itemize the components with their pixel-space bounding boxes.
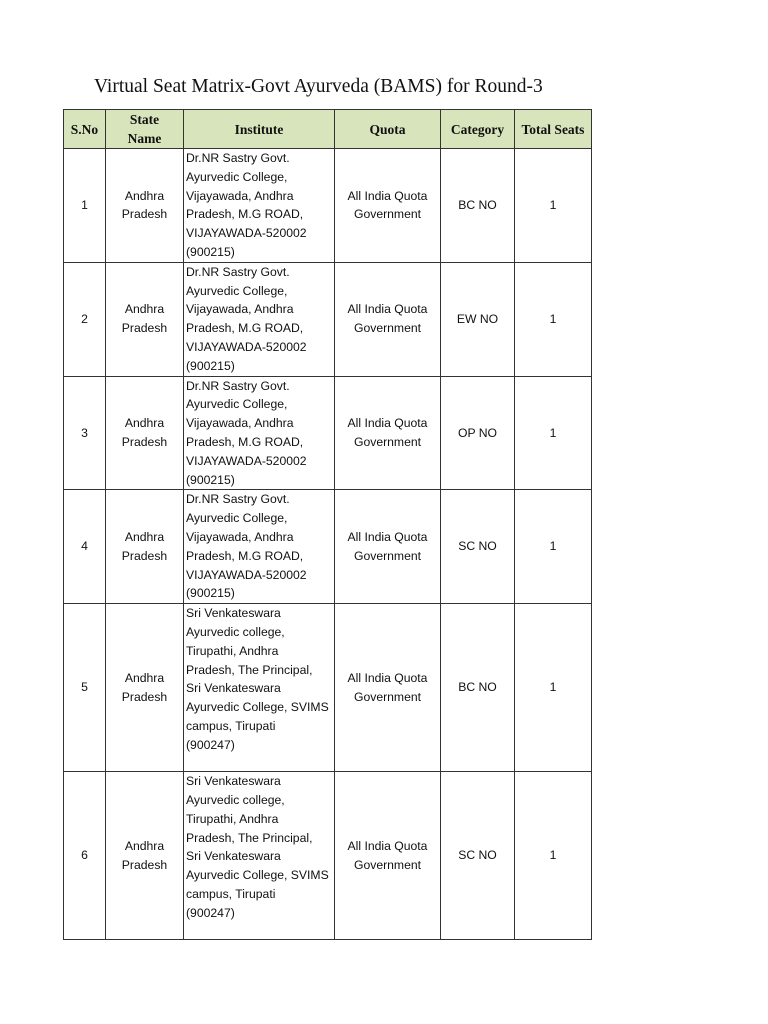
cell-sno: 5 [64,604,106,772]
cell-state: Andhra Pradesh [106,262,184,376]
cell-sno: 1 [64,149,106,263]
cell-quota: All India Quota Government [335,490,441,604]
cell-total-seats: 1 [515,772,592,940]
table-row [64,262,592,376]
cell-quota: All India Quota Government [335,772,441,940]
table-row [64,490,592,604]
cell-institute: Dr.NR Sastry Govt. Ayurvedic College, Vijayawada, Andhra Pradesh, M.G ROAD, VIJAYAWADA-520002 (900215) [184,490,335,604]
cell-institute: Sri Venkateswara Ayurvedic college, Tirupathi, Andhra Pradesh, The Principal, Sri Venkateswara Ayurvedic College, SVIMS campus, Tirupati (900247) [184,604,335,772]
cell-sno: 3 [64,376,106,490]
cell-total-seats: 1 [515,604,592,772]
cell-category: SC NO [441,772,515,940]
table-row [64,376,592,490]
header-row [64,110,592,149]
cell-sno: 6 [64,772,106,940]
cell-total-seats: 1 [515,490,592,604]
cell-state: Andhra Pradesh [106,490,184,604]
cell-institute: Dr.NR Sastry Govt. Ayurvedic College, Vijayawada, Andhra Pradesh, M.G ROAD, VIJAYAWADA-520002 (900215) [184,262,335,376]
page-title: Virtual Seat Matrix-Govt Ayurveda (BAMS) for Round-3 [94,76,543,97]
cell-state: Andhra Pradesh [106,604,184,772]
table-row [64,772,592,940]
cell-state: Andhra Pradesh [106,149,184,263]
seat-matrix-table [63,109,592,940]
header-institute: Institute [184,110,335,149]
cell-category: BC NO [441,149,515,263]
header-state-name: State Name [106,110,184,149]
cell-state: Andhra Pradesh [106,376,184,490]
cell-sno: 4 [64,490,106,604]
cell-category: BC NO [441,604,515,772]
cell-quota: All India Quota Government [335,604,441,772]
cell-quota: All India Quota Government [335,262,441,376]
cell-state: Andhra Pradesh [106,772,184,940]
cell-category: EW NO [441,262,515,376]
header-sno: S.No [64,110,106,149]
header-quota: Quota [335,110,441,149]
cell-category: OP NO [441,376,515,490]
cell-category: SC NO [441,490,515,604]
cell-total-seats: 1 [515,262,592,376]
cell-quota: All India Quota Government [335,376,441,490]
table-row [64,149,592,263]
cell-institute: Dr.NR Sastry Govt. Ayurvedic College, Vijayawada, Andhra Pradesh, M.G ROAD, VIJAYAWADA-520002 (900215) [184,149,335,263]
cell-sno: 2 [64,262,106,376]
cell-total-seats: 1 [515,149,592,263]
cell-institute: Sri Venkateswara Ayurvedic college, Tirupathi, Andhra Pradesh, The Principal, Sri Venkateswara Ayurvedic College, SVIMS campus, Tirupati (900247) [184,772,335,940]
cell-quota: All India Quota Government [335,149,441,263]
cell-institute: Dr.NR Sastry Govt. Ayurvedic College, Vijayawada, Andhra Pradesh, M.G ROAD, VIJAYAWADA-520002 (900215) [184,376,335,490]
table-row [64,604,592,772]
header-total-seats: Total Seats [515,110,592,149]
header-category: Category [441,110,515,149]
cell-total-seats: 1 [515,376,592,490]
